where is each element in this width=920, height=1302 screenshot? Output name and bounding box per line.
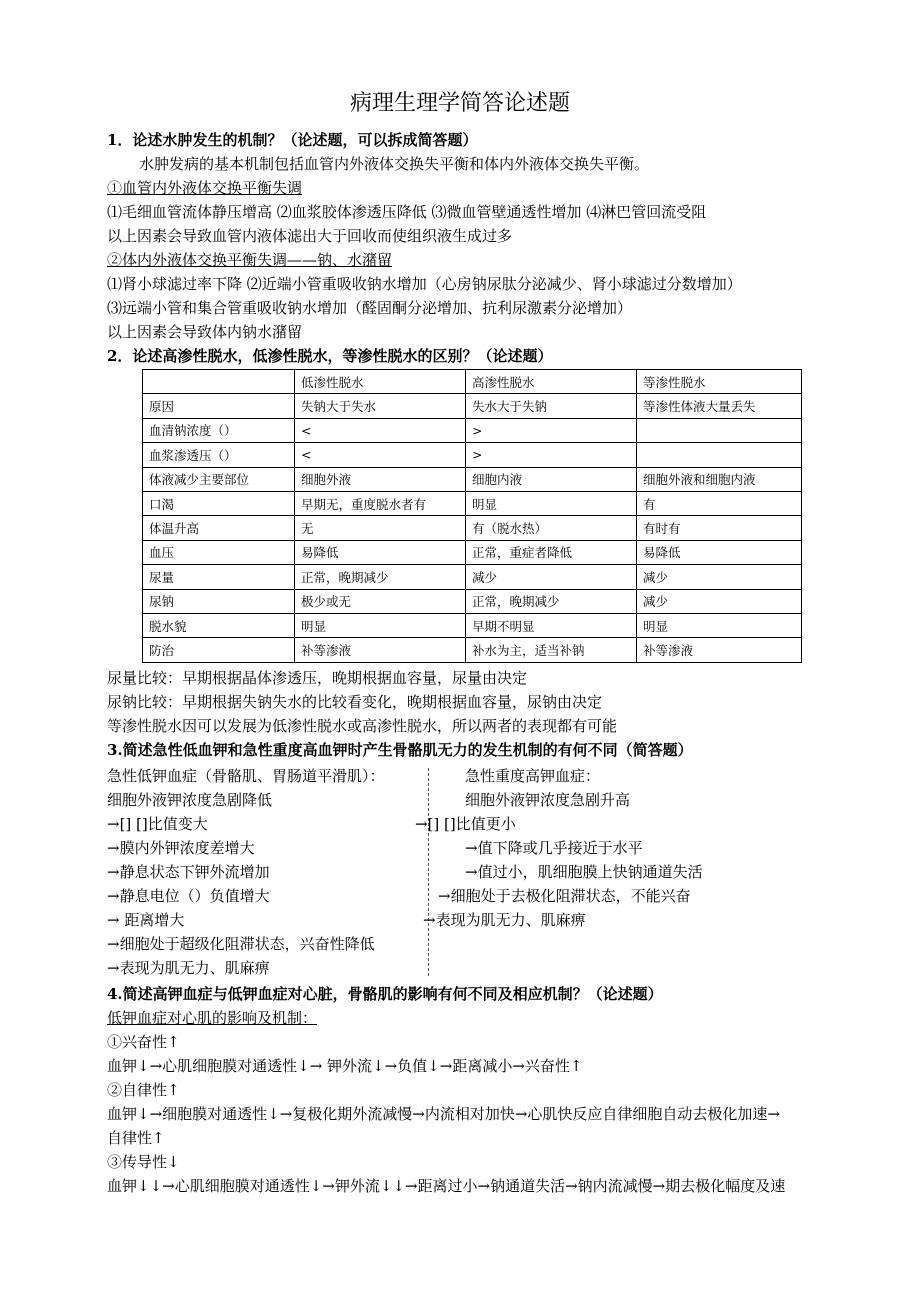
q3-left-line: →膜内外钾浓度差增大 bbox=[107, 839, 255, 857]
q3-left-line: →表现为肌无力、肌麻痹 bbox=[107, 959, 270, 977]
table-row bbox=[143, 491, 802, 515]
table-row bbox=[143, 613, 802, 637]
table-cell: 明显 bbox=[295, 613, 466, 637]
q1-heading: 1．论述水肿发生的机制？（论述题，可以拆成简答题） bbox=[107, 131, 478, 149]
table-cell: 血清钠浓度（） bbox=[143, 418, 295, 442]
q1-sub2-heading: ②体内外液体交换平衡失调——钠、水潴留 bbox=[107, 251, 393, 269]
q3-right-line: →值过小，肌细胞膜上快钠通道失活 bbox=[465, 863, 703, 881]
q2-note-isotonic: 等渗性脱水因可以发展为低渗性脱水或高渗性脱水，所以两者的表现都有可能 bbox=[107, 717, 618, 735]
table-row bbox=[143, 394, 802, 418]
table-cell: 细胞外液和细胞内液 bbox=[637, 467, 802, 491]
table-cell: < bbox=[295, 418, 466, 442]
table-cell: 补等渗液 bbox=[637, 638, 802, 662]
q4-line: 血钾↓↓→心肌细胞膜对通透性↓→钾外流↓↓→距离过小→钠通道失活→钠内流减慢→期去极化幅度及速 bbox=[107, 1177, 786, 1195]
q3-left-line: 急性低钾血症（骨骼肌、胃肠道平滑肌）： bbox=[107, 767, 385, 785]
table-row bbox=[143, 540, 802, 564]
q3-right-line: 细胞外液钾浓度急剧升高 bbox=[465, 791, 631, 809]
q1-sub1-heading: ①血管内外液体交换平衡失调 bbox=[107, 179, 303, 197]
q3-right-line: →表现为肌无力、肌麻痹 bbox=[423, 911, 586, 929]
q3-left-line: →细胞处于超级化阻滞状态，兴奋性降低 bbox=[107, 935, 375, 953]
table-cell: 补水为主，适当补钠 bbox=[466, 638, 637, 662]
table-row bbox=[143, 565, 802, 589]
table-row bbox=[143, 516, 802, 540]
table-cell: 有 bbox=[637, 491, 802, 515]
table-header-cell: 等渗性脱水 bbox=[637, 370, 802, 394]
q3-right-line: →[] []比值更小 bbox=[415, 815, 516, 833]
table-cell: 防治 bbox=[143, 638, 295, 662]
table-cell: 极少或无 bbox=[295, 589, 466, 613]
table-cell: 明显 bbox=[637, 613, 802, 637]
q1-sub1-result: 以上因素会导致血管内液体滤出大于回收而使组织液生成过多 bbox=[107, 227, 513, 245]
table-cell: 有时有 bbox=[637, 516, 802, 540]
table-cell: 细胞外液 bbox=[295, 467, 466, 491]
table-cell: 等渗性体液大量丢失 bbox=[637, 394, 802, 418]
q3-right-line: →值下降或几乎接近于水平 bbox=[465, 839, 643, 857]
table-cell: 血浆渗透压（） bbox=[143, 443, 295, 467]
q1-sub1-items: ⑴毛细血管流体静压增高 ⑵血浆胶体渗透压降低 ⑶微血管壁通透性增加 ⑷淋巴管回流受阻 bbox=[107, 203, 707, 221]
q3-left-line: →静息电位（）负值增大 bbox=[107, 887, 270, 905]
table-cell bbox=[637, 443, 802, 467]
table-header-cell: 低渗性脱水 bbox=[295, 370, 466, 394]
q2-heading: 2．论述高渗性脱水，低渗性脱水，等渗性脱水的区别？（论述题） bbox=[107, 347, 553, 365]
table-cell: 易降低 bbox=[295, 540, 466, 564]
table-cell: 早期不明显 bbox=[466, 613, 637, 637]
table-cell: 正常，重症者降低 bbox=[466, 540, 637, 564]
column-divider bbox=[428, 768, 429, 976]
table-row bbox=[143, 418, 802, 442]
table-row bbox=[143, 467, 802, 491]
table-cell: 补等渗液 bbox=[295, 638, 466, 662]
q1-sub2-item1: ⑴肾小球滤过率下降 ⑵近端小管重吸收钠水增加（心房钠尿肽分泌减少、肾小球滤过分数增加） bbox=[107, 275, 742, 293]
table-cell bbox=[637, 418, 802, 442]
table-cell: 正常，晚期减少 bbox=[466, 589, 637, 613]
q3-right-line: →细胞处于去极化阻滞状态，不能兴奋 bbox=[438, 887, 691, 905]
table-cell: 体液减少主要部位 bbox=[143, 467, 295, 491]
table-cell: > bbox=[466, 443, 637, 467]
table-cell: 无 bbox=[295, 516, 466, 540]
table-cell: 减少 bbox=[637, 589, 802, 613]
table-header-row bbox=[143, 370, 802, 394]
q1-intro: 水肿发病的基本机制包括血管内外液体交换失平衡和体内外液体交换失平衡。 bbox=[139, 155, 650, 173]
table-header-cell: 高渗性脱水 bbox=[466, 370, 637, 394]
q3-left-line: →静息状态下钾外流增加 bbox=[107, 863, 270, 881]
table-cell: 原因 bbox=[143, 394, 295, 418]
q3-left-line: →[] []比值变大 bbox=[107, 815, 208, 833]
table-cell: 正常，晚期减少 bbox=[295, 565, 466, 589]
table-cell: 减少 bbox=[637, 565, 802, 589]
table-cell: 尿量 bbox=[143, 565, 295, 589]
table-cell: 明显 bbox=[466, 491, 637, 515]
q4-line: ①兴奋性↑ bbox=[107, 1033, 180, 1051]
dehydration-comparison-table bbox=[142, 369, 802, 663]
q4-line: 血钾↓→细胞膜对通透性↓→复极化期外流减慢→内流相对加快→心肌快反应自律细胞自动去极化加速→ bbox=[107, 1105, 780, 1123]
table-cell: 血压 bbox=[143, 540, 295, 564]
q3-heading: 3.简述急性低血钾和急性重度高血钾时产生骨骼肌无力的发生机制的有何不同（简答题） bbox=[107, 741, 693, 759]
table-row bbox=[143, 443, 802, 467]
table-row bbox=[143, 638, 802, 662]
q1-sub2-item2: ⑶远端小管和集合管重吸收钠水增加（醛固酮分泌增加、抗利尿激素分泌增加） bbox=[107, 299, 633, 317]
table-cell: 口渴 bbox=[143, 491, 295, 515]
q4-heading: 4.简述高钾血症与低钾血症对心脏，骨骼肌的影响有何不同及相应机制？（论述题） bbox=[107, 985, 663, 1003]
table-header-cell bbox=[143, 370, 295, 394]
q4-line: 自律性↑ bbox=[107, 1129, 165, 1147]
table-cell: 早期无，重度脱水者有 bbox=[295, 491, 466, 515]
q3-left-line: → 距离增大 bbox=[107, 911, 185, 929]
table-cell: 失水大于失钠 bbox=[466, 394, 637, 418]
table-cell: 失钠大于失水 bbox=[295, 394, 466, 418]
q4-line: ②自律性↑ bbox=[107, 1081, 180, 1099]
q3-right-line: 急性重度高钾血症： bbox=[465, 767, 601, 785]
table-row bbox=[143, 589, 802, 613]
table-cell: > bbox=[466, 418, 637, 442]
table-cell: < bbox=[295, 443, 466, 467]
q4-line: ③传导性↓ bbox=[107, 1153, 180, 1171]
page-title: 病理生理学简答论述题 bbox=[349, 91, 570, 116]
table-cell: 体温升高 bbox=[143, 516, 295, 540]
q2-note-urine-sodium: 尿钠比较：早期根据失钠失水的比较看变化，晚期根据血容量，尿钠由决定 bbox=[107, 693, 603, 711]
table-cell: 易降低 bbox=[637, 540, 802, 564]
table-cell: 尿钠 bbox=[143, 589, 295, 613]
table-cell: 细胞内液 bbox=[466, 467, 637, 491]
table-cell: 脱水貌 bbox=[143, 613, 295, 637]
table-cell: 有（脱水热） bbox=[466, 516, 637, 540]
q4-line: 血钾↓→心肌细胞膜对通透性↓→ 钾外流↓→负值↓→距离减小→兴奋性↑ bbox=[107, 1057, 583, 1075]
q4-sub-heading: 低钾血症对心肌的影响及机制： bbox=[107, 1009, 318, 1027]
table-cell: 减少 bbox=[466, 565, 637, 589]
q1-sub2-result: 以上因素会导致体内钠水潴留 bbox=[107, 323, 303, 341]
q3-left-line: 细胞外液钾浓度急剧降低 bbox=[107, 791, 273, 809]
q2-note-urine-volume: 尿量比较：早期根据晶体渗透压，晚期根据血容量，尿量由决定 bbox=[107, 669, 528, 687]
